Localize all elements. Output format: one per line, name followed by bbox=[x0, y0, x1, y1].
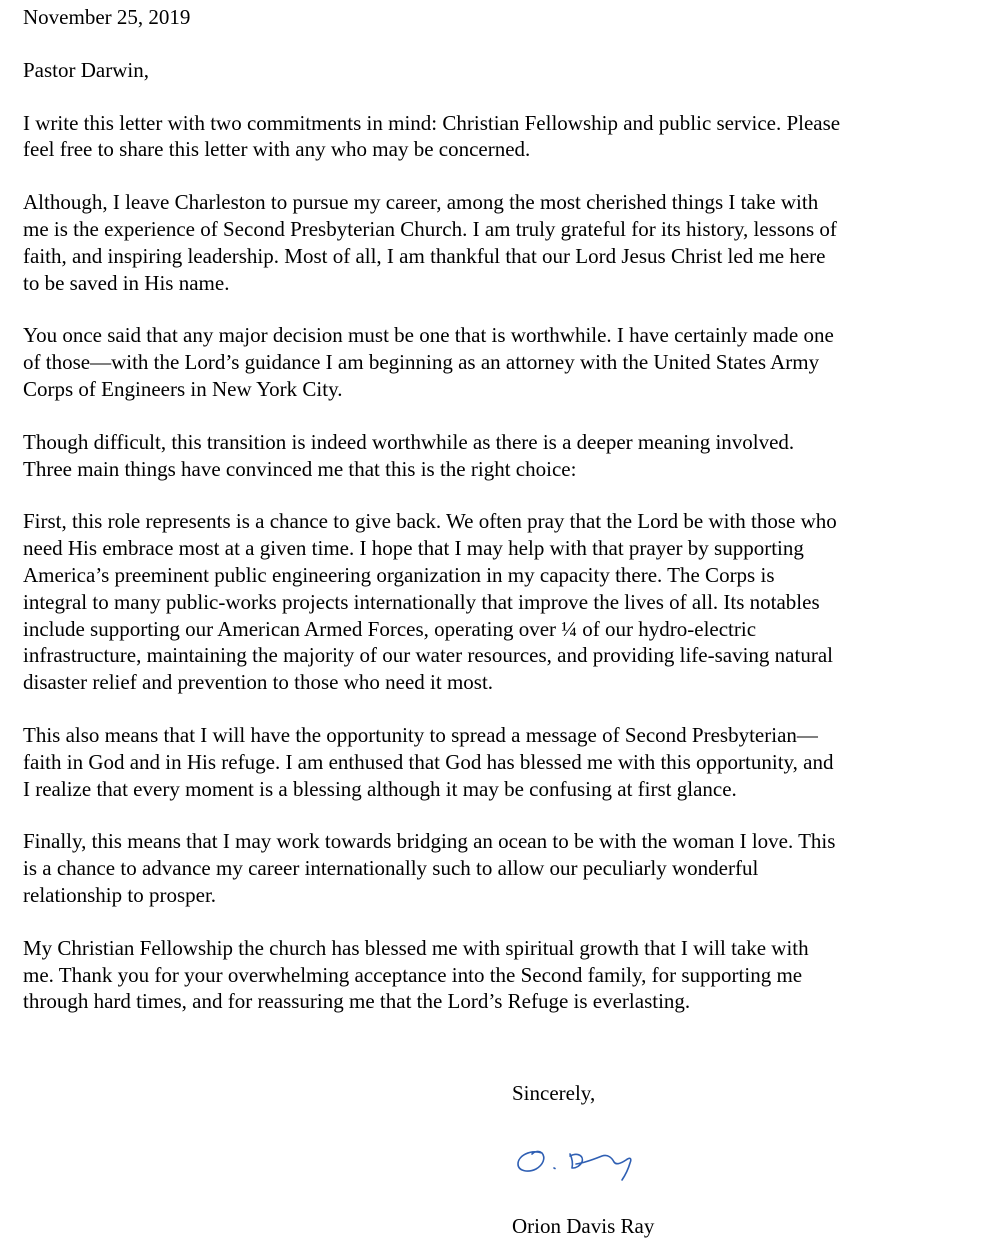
body-paragraph bbox=[23, 828, 973, 908]
paragraph-line: Corps of Engineers in New York City. bbox=[23, 376, 343, 401]
paragraph-line: through hard times, and for reassuring me that the Lord’s Refuge is everlasting. bbox=[23, 989, 691, 1014]
body-paragraph bbox=[23, 322, 973, 402]
paragraph-line: Though difficult, this transition is indeed worthwhile as there is a deeper meaning involved. bbox=[23, 429, 795, 454]
paragraph-line: is a chance to advance my career internationally such to allow our peculiarly wonderful bbox=[23, 856, 759, 881]
letter-body bbox=[23, 110, 973, 1016]
paragraph-line: to be saved in His name. bbox=[23, 270, 230, 295]
body-paragraph bbox=[23, 110, 973, 164]
letter-closing: Sincerely, bbox=[512, 1081, 596, 1105]
paragraph-line: me is the experience of Second Presbyterian Church. I am truly grateful for its history, lessons of bbox=[23, 216, 837, 241]
body-paragraph bbox=[23, 722, 973, 802]
paragraph-line: infrastructure, maintaining the majority of our water resources, and providing life-saving natural bbox=[23, 643, 833, 668]
paragraph-line: I realize that every moment is a blessing although it may be confusing at first glance. bbox=[23, 776, 737, 801]
body-paragraph bbox=[23, 508, 973, 696]
body-paragraph bbox=[23, 935, 973, 1015]
paragraph-line: integral to many public-works projects internationally that improve the lives of all. Its notables bbox=[23, 589, 820, 614]
paragraph-line: This also means that I will have the opportunity to spread a message of Second Presbyterian— bbox=[23, 722, 818, 747]
signer-name: Orion Davis Ray bbox=[512, 1214, 655, 1238]
signature-stroke-r bbox=[570, 1154, 631, 1180]
paragraph-line: relationship to prosper. bbox=[23, 882, 217, 907]
paragraph-line: me. Thank you for your overwhelming acceptance into the Second family, for supporting me bbox=[23, 962, 803, 987]
handwritten-signature bbox=[512, 1138, 652, 1192]
body-paragraph bbox=[23, 189, 973, 296]
paragraph-line: Finally, this means that I may work towards bridging an ocean to be with the woman I love. This bbox=[23, 829, 836, 854]
paragraph-line: faith in God and in His refuge. I am enthused that God has blessed me with this opportunity, and bbox=[23, 749, 834, 774]
letter-page bbox=[23, 4, 973, 1015]
paragraph-line: need His embrace most at a given time. I hope that I may help with that prayer by supporting bbox=[23, 536, 804, 561]
closing-block bbox=[512, 1080, 812, 1107]
paragraph-line: First, this role represents is a chance to give back. We often pray that the Lord be with those who bbox=[23, 509, 837, 534]
signature-stroke-o bbox=[518, 1151, 544, 1171]
paragraph-line: Although, I leave Charleston to pursue my career, among the most cherished things I take with bbox=[23, 190, 819, 215]
paragraph-line: Three main things have convinced me that this is the right choice: bbox=[23, 456, 577, 481]
letter-date: November 25, 2019 bbox=[23, 5, 191, 29]
signature-stroke-dot bbox=[554, 1168, 555, 1169]
letter-salutation: Pastor Darwin, bbox=[23, 57, 149, 82]
paragraph-line: feel free to share this letter with any who may be concerned. bbox=[23, 137, 531, 162]
paragraph-line: I write this letter with two commitments in mind: Christian Fellowship and public service. Please bbox=[23, 110, 841, 135]
paragraph-line: of those—with the Lord’s guidance I am beginning as an attorney with the United States Army bbox=[23, 350, 820, 375]
paragraph-line: My Christian Fellowship the church has blessed me with spiritual growth that I will take with bbox=[23, 935, 809, 960]
paragraph-line: disaster relief and prevention to those who need it most. bbox=[23, 670, 494, 695]
paragraph-line: America’s preeminent public engineering organization in my capacity there. The Corps is bbox=[23, 562, 775, 587]
body-paragraph bbox=[23, 429, 973, 483]
paragraph-line: faith, and inspiring leadership. Most of all, I am thankful that our Lord Jesus Christ led me here bbox=[23, 243, 826, 268]
paragraph-line: You once said that any major decision must be one that is worthwhile. I have certainly made one bbox=[23, 323, 834, 348]
paragraph-line: include supporting our American Armed Forces, operating over ¼ of our hydro-electric bbox=[23, 616, 757, 641]
